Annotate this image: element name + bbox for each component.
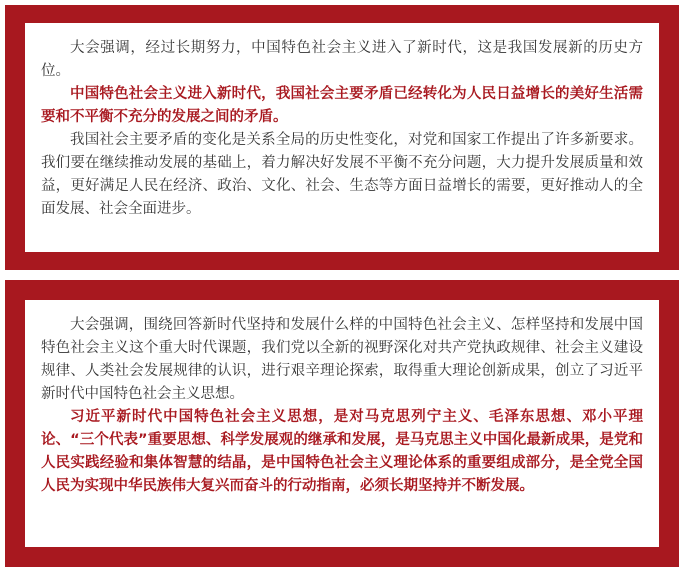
section-card-content — [25, 300, 659, 547]
paragraph-theoretical-innovation: 大会强调，围绕回答新时代坚持和发展什么样的中国特色社会主义、怎样坚持和发展中国特色社会主义这个重大时代课题，我们党以全新的视野深化对共产党执政规律、社会主义建设规律、人类社会发展规律的认识，进行艰辛理论探索，取得重大理论创新成果，创立了习近平新时代中国特色社会主义思想。 — [41, 317, 643, 402]
section-card-xi-thought — [5, 280, 679, 567]
section-card-content — [25, 23, 659, 252]
highlight-principal-contradiction: 中国特色社会主义进入新时代，我国社会主要矛盾已经转化为人民日益增长的美好生活需要和不平衡不充分的发展之间的矛盾。 — [41, 86, 643, 125]
highlight-guiding-thought: 习近平新时代中国特色社会主义思想，是对马克思列宁主义、毛泽东思想、邓小平理论、“三个代表”重要思想、科学发展观的继承和发展，是马克思主义中国化最新成果，是党和人民实践经验和集体智慧的结晶，是中国特色社会主义理论体系的重要组成部分，是全党全国人民为实现中华民族伟大复兴而奋斗的行动指南，必须长期坚持并不断发展。 — [41, 409, 643, 494]
section-card-new-era — [5, 5, 679, 270]
paragraph-historical-position: 大会强调，经过长期努力，中国特色社会主义进入了新时代，这是我国发展新的历史方位。 — [41, 40, 643, 79]
paragraph-new-requirements: 我国社会主要矛盾的变化是关系全局的历史性变化，对党和国家工作提出了许多新要求。我们要在继续推动发展的基础上，着力解决好发展不平衡不充分问题，大力提升发展质量和效益，更好满足人民在经济、政治、文化、社会、生态等方面日益增长的需要，更好推动人的全面发展、社会全面进步。 — [41, 132, 643, 217]
